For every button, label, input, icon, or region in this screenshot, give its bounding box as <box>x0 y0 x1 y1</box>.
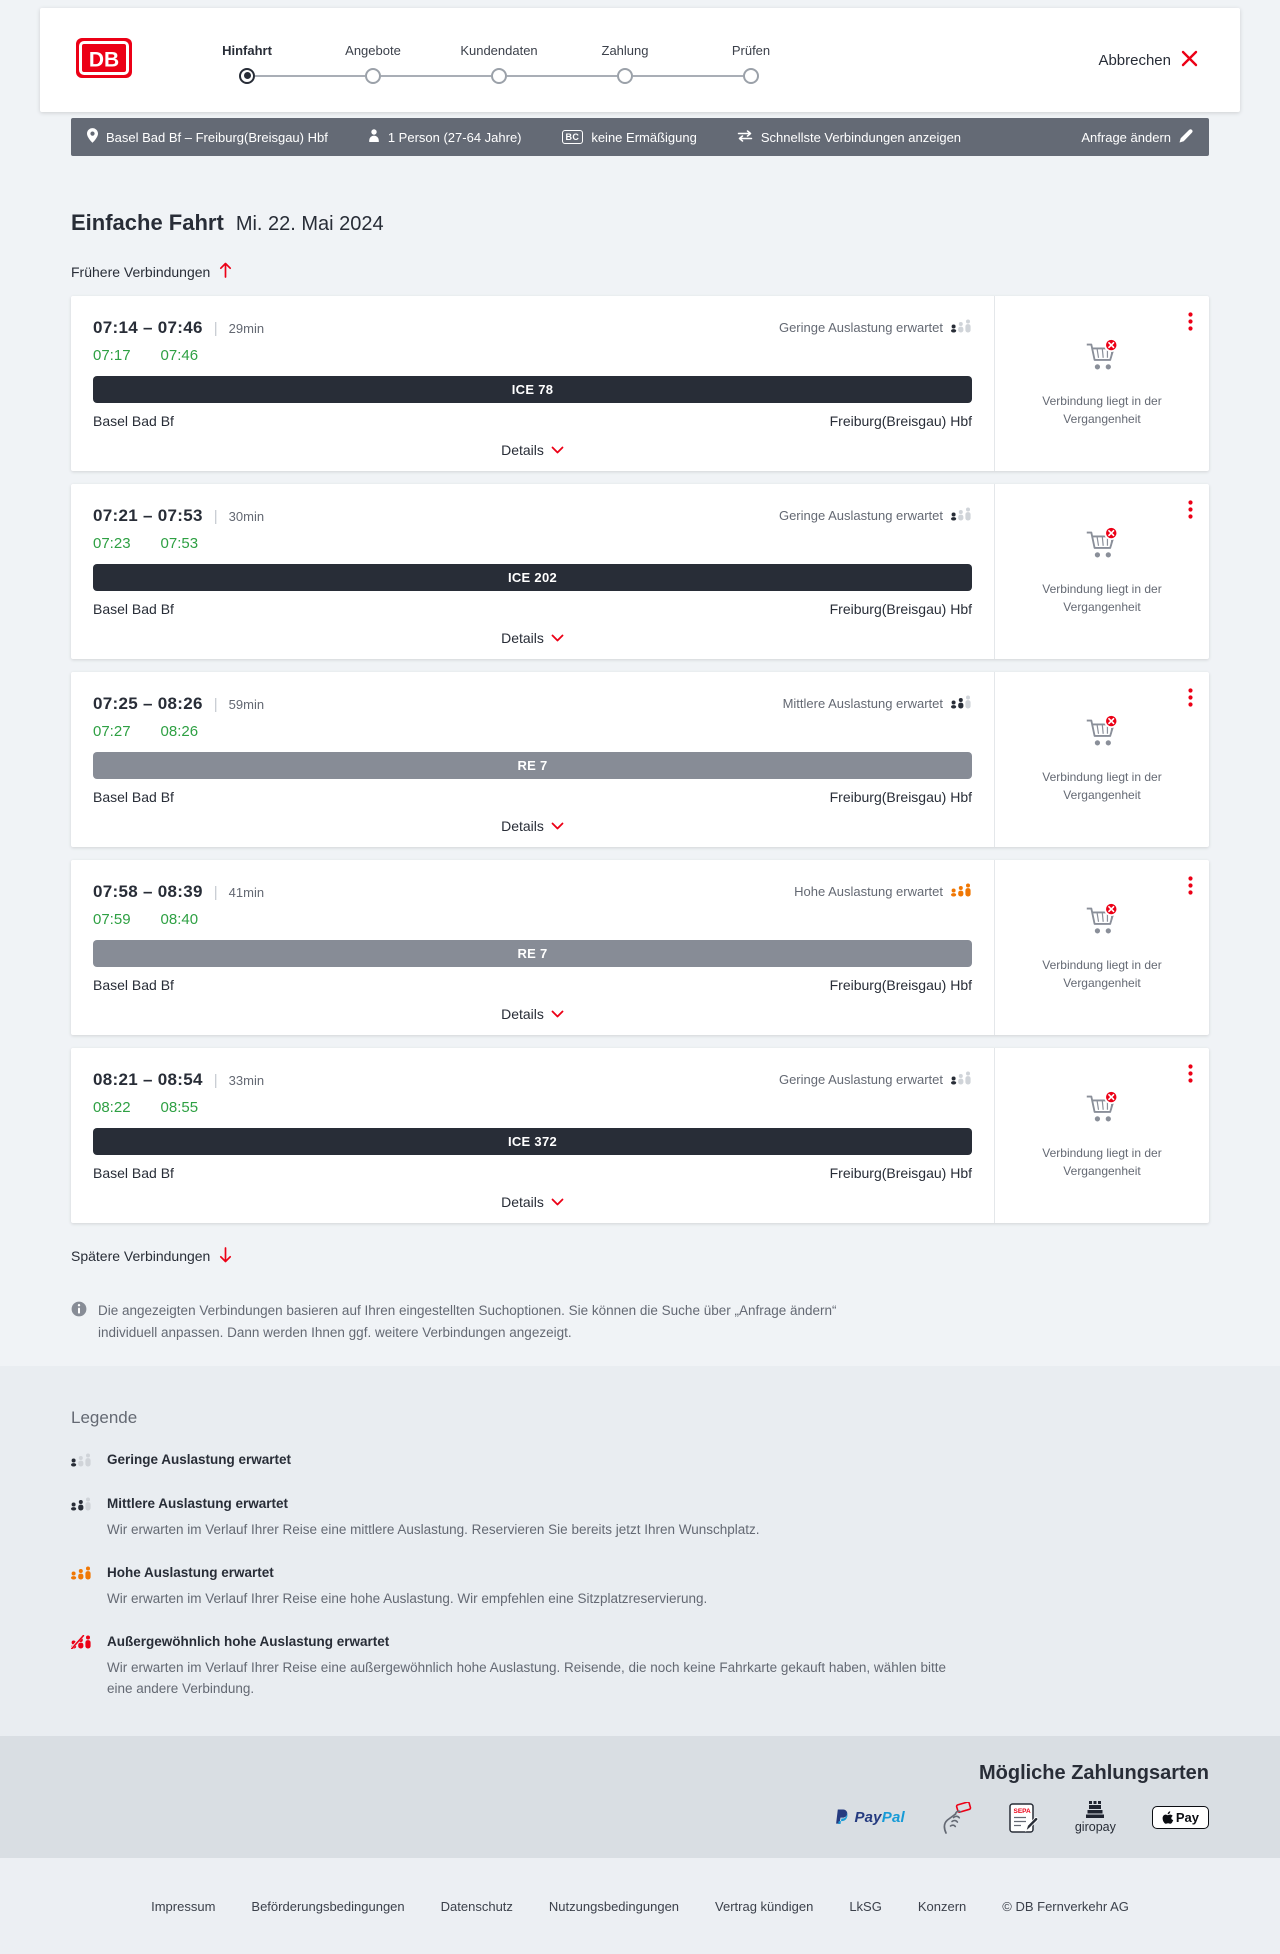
destination-station: Freiburg(Breisgau) Hbf <box>829 788 972 805</box>
occupancy-label: Geringe Auslastung erwartet <box>778 1072 943 1087</box>
connection-card <box>71 1048 1209 1223</box>
origin-station: Basel Bad Bf <box>93 412 174 429</box>
time-range: 07:14 – 07:46 <box>93 317 203 337</box>
card-in-hand-icon <box>941 1802 973 1834</box>
footer-links <box>151 1899 1129 1914</box>
details-button[interactable]: Details <box>495 441 570 459</box>
connection-card <box>71 860 1209 1035</box>
connection-side-panel <box>994 1048 1209 1223</box>
discount-summary: BC keine Ermäßigung <box>562 130 697 145</box>
actual-arrival-time: 08:40 <box>160 910 199 928</box>
actual-arrival-time: 07:46 <box>160 346 199 364</box>
occupancy-icon <box>71 1634 95 1654</box>
destination-station: Freiburg(Breisgau) Hbf <box>829 600 972 617</box>
actual-arrival-time: 07:53 <box>160 534 199 552</box>
footer-link[interactable]: Beförderungsbedingungen <box>251 1898 405 1914</box>
footer-link[interactable]: Vertrag kündigen <box>715 1898 814 1914</box>
duration: 29min <box>228 320 265 336</box>
legend-item <box>71 1496 1209 1541</box>
paypal-logo: PayPal <box>835 1809 904 1827</box>
separator: | <box>213 1071 218 1089</box>
past-connection-notice: Verbindung liegt in der Vergangenheit <box>1042 1146 1162 1178</box>
legend-item <box>71 1634 1209 1700</box>
connection-card <box>71 296 1209 471</box>
realtime-row <box>93 347 972 364</box>
past-connection-notice: Verbindung liegt in der Vergangenheit <box>1042 582 1162 614</box>
route-summary: Basel Bad Bf – Freiburg(Breisgau) Hbf <box>87 128 328 146</box>
legend-item-title: Geringe Auslastung erwartet <box>107 1452 292 1468</box>
duration: 41min <box>228 884 265 900</box>
payment-logos <box>835 1801 1209 1834</box>
separator: | <box>213 319 218 337</box>
legend-item-description: Wir erwarten im Verlauf Ihrer Reise eine außergewöhnlich hohe Auslastung. Reisende, die noch keine Fahrkarte gekauft haben, wählen bitte eine andere Verbindung. <box>107 1660 946 1697</box>
occupancy-icon <box>71 1496 95 1516</box>
train-bar: RE 7 <box>93 752 972 779</box>
footer-link[interactable]: Impressum <box>151 1898 216 1914</box>
legend-item-title: Mittlere Auslastung erwartet <box>107 1496 289 1512</box>
person-icon <box>368 129 380 145</box>
occupancy-label: Hohe Auslastung erwartet <box>794 884 943 899</box>
close-icon <box>1181 50 1198 71</box>
more-options-button[interactable] <box>1184 1060 1197 1090</box>
svg-text:SEPA: SEPA <box>1013 1807 1031 1815</box>
chevron-down-icon <box>551 630 564 646</box>
actual-departure-time: 08:22 <box>93 1098 131 1116</box>
past-connection-notice: Verbindung liegt in der Vergangenheit <box>1042 958 1162 990</box>
destination-station: Freiburg(Breisgau) Hbf <box>829 976 972 993</box>
occupancy-icon <box>951 695 972 712</box>
occupancy-label: Geringe Auslastung erwartet <box>778 320 943 335</box>
footer-link[interactable]: Datenschutz <box>440 1898 513 1914</box>
realtime-row <box>93 723 972 740</box>
connections-list <box>71 296 1209 1223</box>
step-angebote: Angebote <box>310 43 436 84</box>
occupancy-indicator <box>779 319 972 336</box>
actual-departure-time: 07:17 <box>93 346 131 364</box>
step-dot <box>365 68 381 84</box>
footer-link[interactable]: LkSG <box>849 1898 882 1914</box>
occupancy-label: Mittlere Auslastung erwartet <box>782 696 943 711</box>
step-connector <box>633 75 743 77</box>
step-dot <box>239 68 255 84</box>
occupancy-indicator <box>779 1071 972 1088</box>
page-title <box>71 210 1209 236</box>
step-dot <box>491 68 507 84</box>
occupancy-icon <box>951 319 972 336</box>
actual-departure-time: 07:23 <box>93 534 131 552</box>
separator: | <box>213 883 218 901</box>
step-connector <box>507 75 617 77</box>
info-icon <box>71 1301 87 1324</box>
more-options-button[interactable] <box>1184 496 1197 526</box>
actual-departure-time: 07:27 <box>93 722 131 740</box>
footer <box>0 1858 1280 1954</box>
time-range: 08:21 – 08:54 <box>93 1069 203 1089</box>
train-bar: ICE 372 <box>93 1128 972 1155</box>
cart-unavailable-icon <box>1081 902 1123 944</box>
legend-items <box>71 1452 1209 1700</box>
info-text: Die angezeigten Verbindungen basieren auf Ihren eingestellten Suchoptionen. Sie können die Suche über „Anfrage ändern“ individuell anpassen. Dann werden Ihnen ggf. weitere Verbindungen angezeigt. <box>98 1303 837 1340</box>
occupancy-indicator <box>794 883 972 900</box>
details-button[interactable]: Details <box>495 1005 570 1023</box>
occupancy-icon <box>951 1071 972 1088</box>
fastest-connections-summary: Schnellste Verbindungen anzeigen <box>737 130 961 145</box>
occupancy-icon <box>71 1452 95 1472</box>
realtime-row <box>93 911 972 928</box>
more-options-button[interactable] <box>1184 684 1197 714</box>
earlier-connections-button[interactable]: Frühere Verbindungen <box>71 262 232 281</box>
step-kundendaten: Kundendaten <box>436 43 562 84</box>
payment-title: Mögliche Zahlungsarten <box>978 1762 1209 1784</box>
connection-side-panel <box>994 484 1209 659</box>
trip-type: Einfache Fahrt <box>71 210 224 235</box>
applepay-logo: Pay <box>1152 1806 1209 1829</box>
progress-steps <box>184 43 814 84</box>
search-summary-bar <box>71 118 1209 156</box>
details-button[interactable]: Details <box>495 1193 570 1211</box>
sepa-logo <box>1009 1803 1039 1833</box>
origin-station: Basel Bad Bf <box>93 600 174 617</box>
actual-arrival-time: 08:55 <box>160 1098 199 1116</box>
cart-unavailable-icon <box>1081 1090 1123 1132</box>
search-options-info <box>71 1300 871 1343</box>
cart-unavailable-icon <box>1081 526 1123 568</box>
location-pin-icon <box>87 128 98 146</box>
connection-card <box>71 484 1209 659</box>
legend-item-description: Wir erwarten im Verlauf Ihrer Reise eine hohe Auslastung. Wir empfehlen eine Sitzplatzreservierung. <box>107 1591 708 1607</box>
legend-title: Legende <box>71 1408 138 1428</box>
legend-section <box>0 1366 1280 1736</box>
actual-arrival-time: 08:26 <box>160 722 199 740</box>
occupancy-icon <box>951 507 972 524</box>
origin-station: Basel Bad Bf <box>93 976 174 993</box>
payment-section <box>0 1736 1280 1858</box>
header <box>40 8 1240 112</box>
giropay-logo: giropay <box>1075 1801 1116 1834</box>
copyright: © DB Fernverkehr AG <box>1002 1898 1129 1914</box>
time-range: 07:58 – 08:39 <box>93 881 203 901</box>
cancel-label: Abbrechen <box>1098 51 1171 69</box>
step-dot <box>743 68 759 84</box>
trip-date: Mi. 22. Mai 2024 <box>235 213 384 235</box>
cart-unavailable-icon <box>1081 714 1123 756</box>
duration: 33min <box>228 1072 265 1088</box>
occupancy-indicator <box>779 507 972 524</box>
bahncard-icon: BC <box>562 130 584 144</box>
separator: | <box>213 695 218 713</box>
duration: 59min <box>228 696 265 712</box>
pencil-icon <box>1179 129 1193 146</box>
footer-link[interactable]: Konzern <box>917 1898 967 1914</box>
chevron-down-icon <box>551 442 564 458</box>
chevron-down-icon <box>551 1006 564 1022</box>
occupancy-indicator <box>783 695 972 712</box>
step-connector <box>381 75 491 77</box>
train-bar: ICE 202 <box>93 564 972 591</box>
svg-text:DB: DB <box>88 48 120 71</box>
results-section <box>71 156 1209 1343</box>
actual-departure-time: 07:59 <box>93 910 131 928</box>
step-zahlung: Zahlung <box>562 43 688 84</box>
change-request-button[interactable]: Anfrage ändern <box>1081 129 1193 146</box>
legend-item-title: Außergewöhnlich hohe Auslastung erwartet <box>107 1634 390 1650</box>
arrow-up-icon <box>219 262 232 281</box>
arrow-down-icon <box>219 1247 232 1266</box>
time-range: 07:25 – 08:26 <box>93 693 203 713</box>
occupancy-icon <box>951 883 972 900</box>
swap-arrows-icon <box>737 130 753 145</box>
legend-item <box>71 1565 1209 1610</box>
train-bar: RE 7 <box>93 940 972 967</box>
separator: | <box>213 507 218 525</box>
realtime-row <box>93 1099 972 1116</box>
db-logo-icon[interactable] <box>76 38 132 83</box>
details-button[interactable]: Details <box>495 629 570 647</box>
past-connection-notice: Verbindung liegt in der Vergangenheit <box>1042 394 1162 426</box>
realtime-row <box>93 535 972 552</box>
legend-item <box>71 1452 1209 1472</box>
chevron-down-icon <box>551 818 564 834</box>
connection-card <box>71 672 1209 847</box>
step-prüfen: Prüfen <box>688 43 814 84</box>
occupancy-label: Geringe Auslastung erwartet <box>778 508 943 523</box>
connection-side-panel <box>994 672 1209 847</box>
occupancy-icon <box>71 1565 95 1585</box>
origin-station: Basel Bad Bf <box>93 1164 174 1181</box>
step-connector <box>255 75 365 77</box>
passenger-summary: 1 Person (27-64 Jahre) <box>368 129 522 145</box>
time-range: 07:21 – 07:53 <box>93 505 203 525</box>
later-connections-button[interactable]: Spätere Verbindungen <box>71 1247 232 1266</box>
cancel-button[interactable] <box>1092 49 1204 72</box>
legend-item-title: Hohe Auslastung erwartet <box>107 1565 274 1581</box>
chevron-down-icon <box>551 1194 564 1210</box>
details-button[interactable]: Details <box>495 817 570 835</box>
destination-station: Freiburg(Breisgau) Hbf <box>829 412 972 429</box>
past-connection-notice: Verbindung liegt in der Vergangenheit <box>1042 770 1162 802</box>
connection-side-panel <box>994 860 1209 1035</box>
legend-item-description: Wir erwarten im Verlauf Ihrer Reise eine mittlere Auslastung. Reservieren Sie bereits jetzt Ihren Wunschplatz. <box>107 1522 760 1538</box>
duration: 30min <box>228 508 265 524</box>
cart-unavailable-icon <box>1081 338 1123 380</box>
train-bar: ICE 78 <box>93 376 972 403</box>
origin-station: Basel Bad Bf <box>93 788 174 805</box>
footer-link[interactable]: Nutzungsbedingungen <box>548 1898 680 1914</box>
connection-side-panel <box>994 296 1209 471</box>
more-options-button[interactable] <box>1184 872 1197 902</box>
step-dot <box>617 68 633 84</box>
step-hinfahrt: Hinfahrt <box>184 43 310 84</box>
destination-station: Freiburg(Breisgau) Hbf <box>829 1164 972 1181</box>
more-options-button[interactable] <box>1184 308 1197 338</box>
